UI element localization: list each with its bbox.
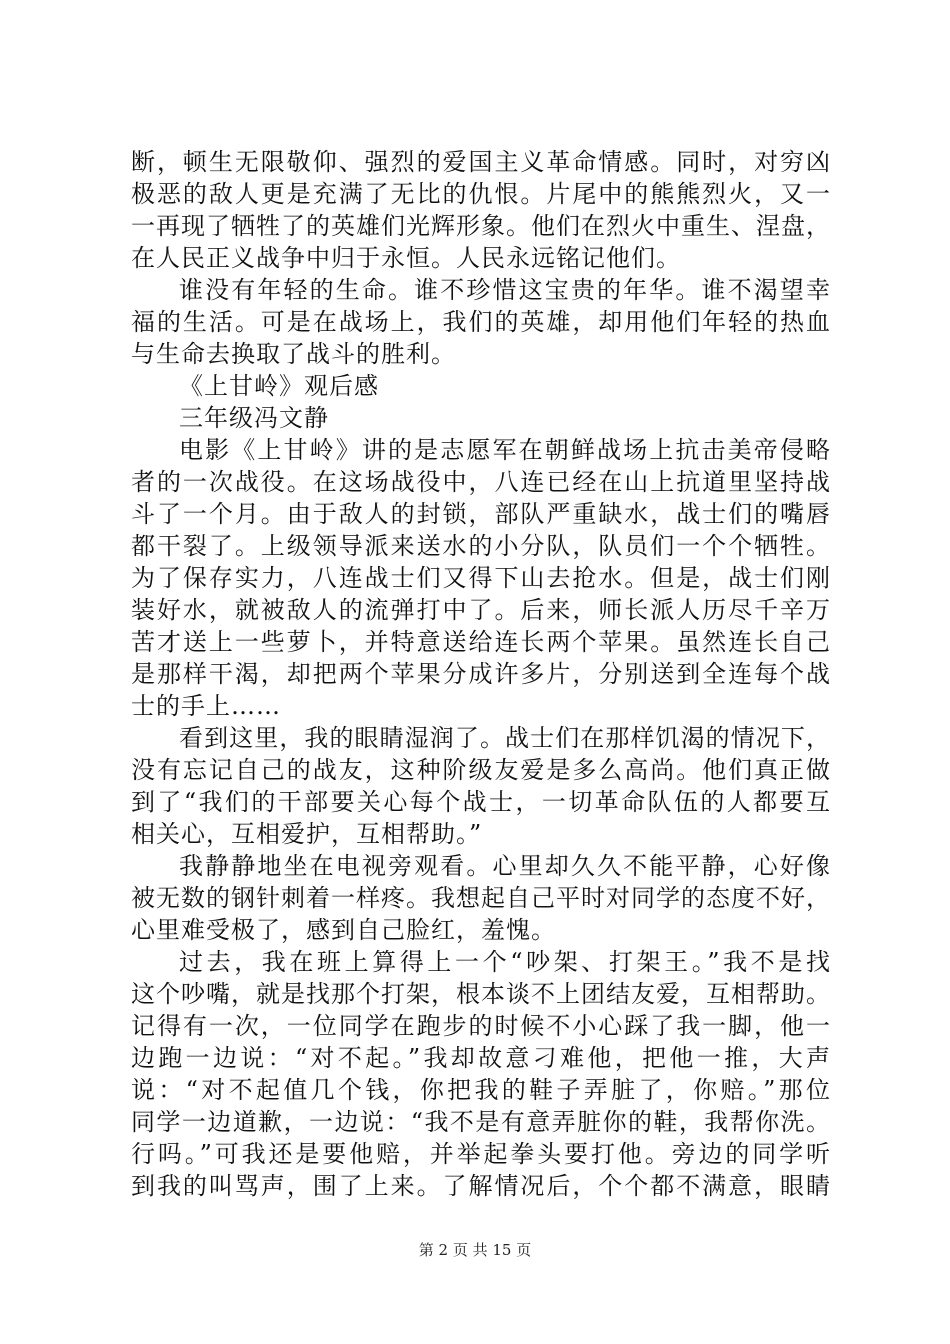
text-line: 说：“对不起值几个钱，你把我的鞋子弄脏了，你赔。”那位 xyxy=(131,1076,831,1104)
text-line: 到我的叫骂声，围了上来。了解情况后，个个都不满意，眼睛 xyxy=(131,1172,831,1200)
text-line: 电影《上甘岭》讲的是志愿军在朝鲜战场上抗击美帝侵略 xyxy=(179,436,831,464)
text-line: 士的手上…… xyxy=(131,692,281,720)
page-number-footer: 第 2 页 共 15 页 xyxy=(418,1241,532,1259)
text-line: 这个吵嘴，就是找那个打架，根本谈不上团结友爱，互相帮助。 xyxy=(131,980,831,1008)
text-line: 过去，我在班上算得上一个“吵架、打架王。”我不是找 xyxy=(179,948,831,976)
text-line: 没有忘记自己的战友，这种阶级友爱是多么高尚。他们真正做 xyxy=(131,756,831,784)
text-line: 到了“我们的干部要关心每个战士，一切革命队伍的人都要互 xyxy=(131,788,831,816)
text-line: 被无数的钢针刺着一样疼。我想起自己平时对同学的态度不好， xyxy=(131,884,831,912)
text-line: 在人民正义战争中归于永恒。人民永远铭记他们。 xyxy=(131,244,681,272)
text-line: 心里难受极了，感到自己脸红，羞愧。 xyxy=(131,916,556,944)
text-line: 行吗。”可我还是要他赔，并举起拳头要打他。旁边的同学听 xyxy=(131,1140,831,1168)
document-body xyxy=(131,146,831,1202)
text-line: 断，顿生无限敬仰、强烈的爱国主义革命情感。同时，对穷凶 xyxy=(131,148,831,176)
text-line: 看到这里，我的眼睛湿润了。战士们在那样饥渴的情况下， xyxy=(179,724,831,752)
text-line: 同学一边道歉，一边说：“我不是有意弄脏你的鞋，我帮你洗。 xyxy=(131,1108,831,1136)
text-line: 苦才送上一些萝卜，并特意送给连长两个苹果。虽然连长自己 xyxy=(131,628,831,656)
text-line: 福的生活。可是在战场上，我们的英雄，却用他们年轻的热血 xyxy=(131,308,831,336)
text-line: 记得有一次，一位同学在跑步的时候不小心踩了我一脚，他一 xyxy=(131,1012,831,1040)
text-line: 谁没有年轻的生命。谁不珍惜这宝贵的年华。谁不渴望幸 xyxy=(179,276,831,304)
text-line: 者的一次战役。在这场战役中，八连已经在山上抗道里坚持战 xyxy=(131,468,831,496)
text-line: 为了保存实力，八连战士们又得下山去抢水。但是，战士们刚 xyxy=(131,564,831,592)
text-line: 斗了一个月。由于敌人的封锁，部队严重缺水，战士们的嘴唇 xyxy=(131,500,831,528)
text-line: 《上甘岭》观后感 xyxy=(179,372,379,400)
text-line: 相关心，互相爱护，互相帮助。” xyxy=(131,820,483,848)
text-line: 装好水，就被敌人的流弹打中了。后来，师长派人历尽千辛万 xyxy=(131,596,831,624)
text-line: 与生命去换取了战斗的胜利。 xyxy=(131,340,456,368)
text-line: 三年级冯文静 xyxy=(179,404,329,432)
text-line: 是那样干渴，却把两个苹果分成许多片，分别送到全连每个战 xyxy=(131,660,831,688)
text-line: 都干裂了。上级领导派来送水的小分队，队员们一个个牺牲。 xyxy=(131,532,831,560)
text-line: 极恶的敌人更是充满了无比的仇恨。片尾中的熊熊烈火，又一 xyxy=(131,180,831,208)
text-line: 一再现了牺牲了的英雄们光辉形象。他们在烈火中重生、涅盘， xyxy=(131,212,831,240)
text-line: 我静静地坐在电视旁观看。心里却久久不能平静，心好像 xyxy=(179,852,831,880)
text-line: 边跑一边说：“对不起。”我却故意刁难他，把他一推，大声 xyxy=(131,1044,831,1072)
